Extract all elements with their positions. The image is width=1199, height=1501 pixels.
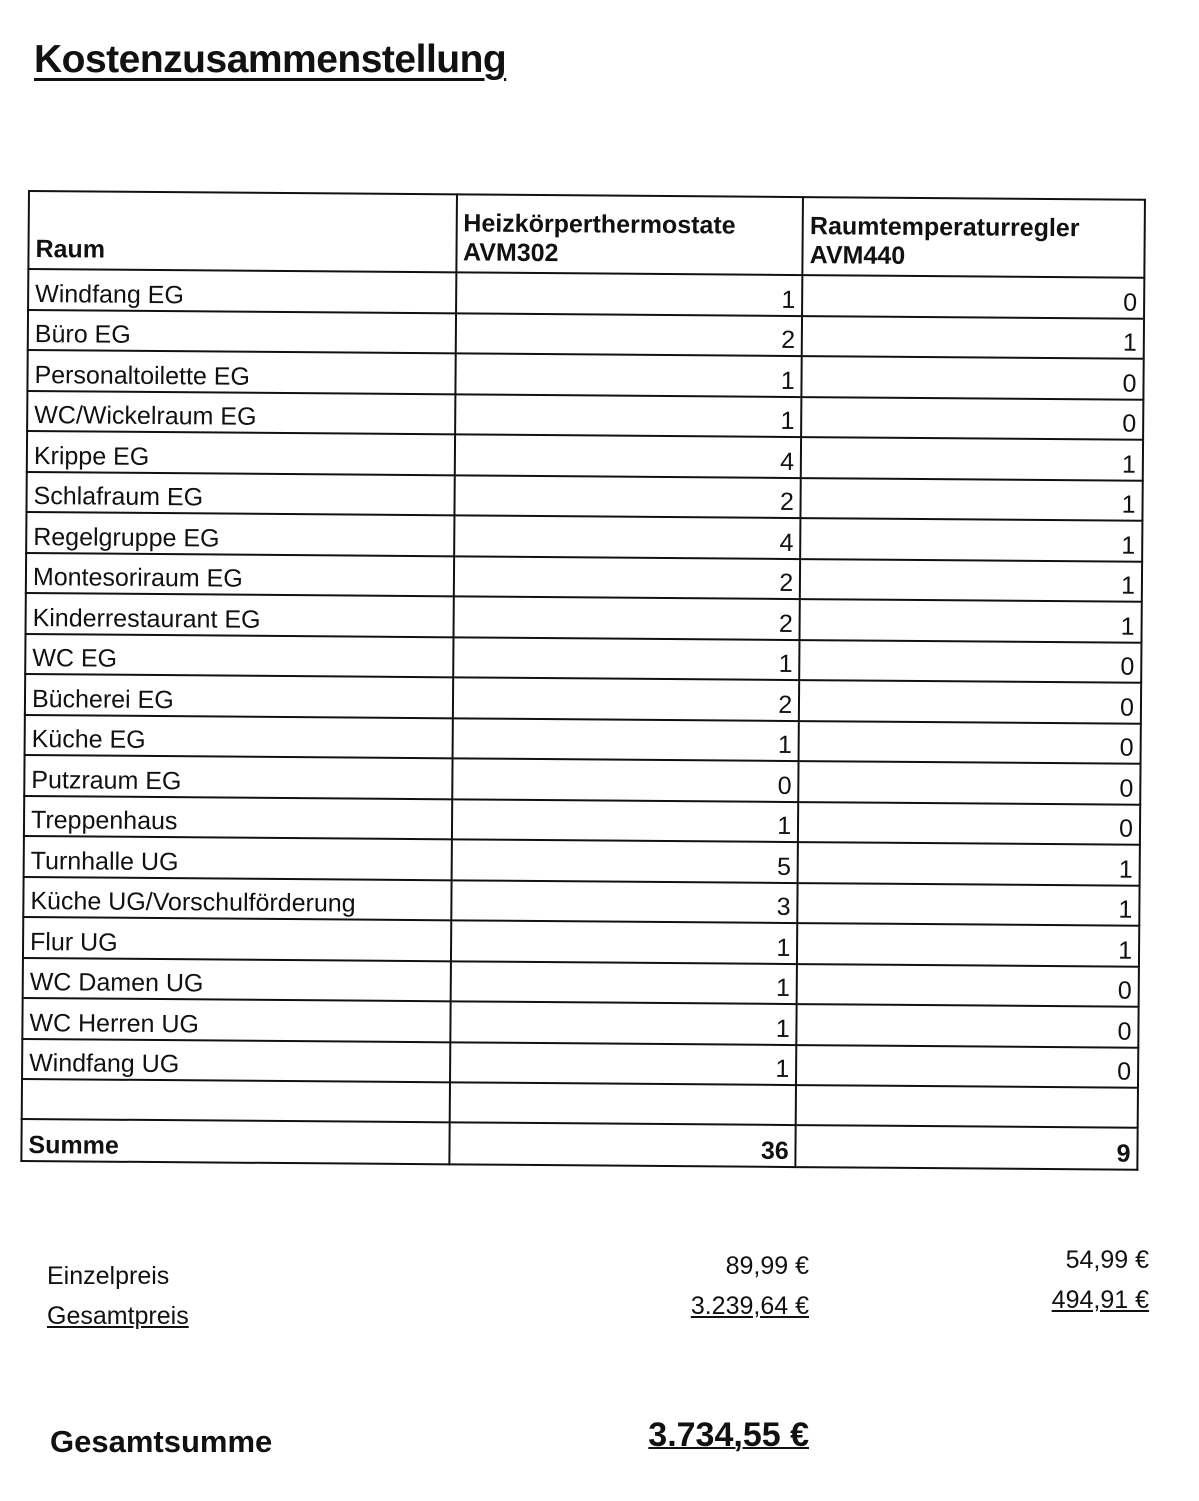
room-name: Treppenhaus bbox=[24, 795, 452, 839]
sum-row bbox=[21, 1119, 1137, 1170]
thermostat-count: 1 bbox=[451, 799, 798, 842]
thermostat-count: 2 bbox=[453, 556, 800, 599]
room-controller-count: 1 bbox=[798, 842, 1140, 885]
header-room-controller-line2: AVM440 bbox=[809, 241, 906, 270]
room-controller-count: 1 bbox=[800, 518, 1142, 561]
room-controller-count: 0 bbox=[798, 802, 1140, 845]
room-name: Regelgruppe EG bbox=[26, 512, 454, 556]
room-name: Montesoriraum EG bbox=[26, 552, 454, 596]
room-controller-count: 1 bbox=[798, 883, 1140, 926]
room-controller-count: 1 bbox=[800, 559, 1142, 602]
table-header-row bbox=[28, 191, 1145, 278]
empty-cell bbox=[449, 1082, 796, 1125]
room-controller-count: 0 bbox=[799, 721, 1141, 764]
header-thermostat-line2: AVM302 bbox=[462, 238, 559, 268]
thermostat-count: 1 bbox=[450, 1042, 797, 1085]
grand-total-label: Gesamtsumme bbox=[50, 1424, 273, 1459]
thermostat-count: 5 bbox=[451, 839, 798, 882]
room-controller-count: 0 bbox=[797, 964, 1139, 1007]
room-controller-count: 0 bbox=[802, 275, 1144, 318]
room-name: Krippe EG bbox=[27, 431, 455, 475]
thermostat-count: 1 bbox=[450, 961, 797, 1004]
total-price-label: Gesamtpreis bbox=[47, 1302, 189, 1330]
thermostat-count: 1 bbox=[450, 1001, 797, 1044]
thermostat-count: 2 bbox=[455, 313, 802, 356]
room-controller-count: 0 bbox=[798, 761, 1140, 804]
room-controller-count: 1 bbox=[800, 599, 1142, 642]
room-name: Schlafraum EG bbox=[26, 471, 454, 515]
room-name: Kinderrestaurant EG bbox=[26, 593, 454, 637]
thermostat-total-price: 3.239,64 € bbox=[690, 1292, 809, 1320]
room-name: WC EG bbox=[25, 633, 453, 677]
thermostat-count: 3 bbox=[451, 880, 798, 923]
thermostat-count: 1 bbox=[453, 637, 800, 680]
thermostat-count: 1 bbox=[455, 353, 802, 396]
thermostat-count: 4 bbox=[454, 515, 801, 558]
room-name: Büro EG bbox=[28, 310, 456, 354]
thermostat-count: 1 bbox=[451, 920, 798, 963]
sum-thermostat: 36 bbox=[449, 1122, 796, 1167]
thermostat-count: 2 bbox=[453, 596, 800, 639]
room-name: WC Damen UG bbox=[23, 957, 451, 1001]
room-controller-count: 1 bbox=[801, 437, 1143, 480]
room-name: Putzraum EG bbox=[24, 755, 452, 799]
sum-label: Summe bbox=[21, 1119, 449, 1164]
room-controller-count: 0 bbox=[796, 1045, 1138, 1088]
room-name: Personaltoilette EG bbox=[27, 350, 455, 394]
thermostat-count: 2 bbox=[454, 475, 801, 518]
room-name: Flur UG bbox=[23, 917, 451, 961]
thermostat-count: 1 bbox=[455, 394, 802, 437]
thermostat-count: 1 bbox=[456, 272, 803, 315]
room-name: Küche UG/Vorschulförderung bbox=[23, 876, 451, 920]
header-thermostat bbox=[456, 194, 803, 275]
room-name: WC Herren UG bbox=[22, 998, 450, 1042]
sum-room-controller: 9 bbox=[796, 1125, 1138, 1170]
room-name: Windfang EG bbox=[28, 269, 456, 313]
thermostat-count: 1 bbox=[452, 718, 799, 761]
room-controller-total-price: 494,91 € bbox=[1051, 1286, 1149, 1314]
empty-cell bbox=[22, 1079, 450, 1122]
room-name: WC/Wickelraum EG bbox=[27, 391, 455, 435]
room-name: Küche EG bbox=[25, 714, 453, 758]
room-controller-count: 0 bbox=[799, 680, 1141, 723]
cost-table bbox=[20, 190, 1146, 1171]
room-controller-unit-price: 54,99 € bbox=[1065, 1246, 1149, 1274]
room-controller-count: 0 bbox=[797, 1004, 1139, 1047]
thermostat-count: 2 bbox=[452, 677, 799, 720]
room-controller-count: 1 bbox=[802, 316, 1144, 359]
room-controller-count: 1 bbox=[797, 923, 1139, 966]
room-controller-count: 1 bbox=[801, 478, 1143, 521]
empty-cell bbox=[796, 1085, 1138, 1128]
room-name: Bücherei EG bbox=[25, 674, 453, 718]
header-room-controller-line1: Raumtemperaturregler bbox=[809, 212, 1080, 243]
room-controller-count: 0 bbox=[801, 397, 1143, 440]
room-controller-count: 0 bbox=[802, 356, 1144, 399]
thermostat-count: 0 bbox=[452, 758, 799, 801]
room-controller-count: 0 bbox=[799, 640, 1141, 683]
page-title: Kostenzusammenstellung bbox=[34, 38, 507, 81]
header-room-controller bbox=[803, 197, 1145, 278]
grand-total-value: 3.734,55 € bbox=[648, 1416, 809, 1454]
header-room: Raum bbox=[28, 191, 456, 272]
thermostat-unit-price: 89,99 € bbox=[725, 1252, 809, 1280]
table-body bbox=[21, 269, 1144, 1170]
unit-price-label: Einzelpreis bbox=[47, 1262, 170, 1290]
header-thermostat-line1: Heizkörperthermostate bbox=[463, 209, 736, 240]
room-name: Turnhalle UG bbox=[24, 836, 452, 880]
room-name: Windfang UG bbox=[22, 1038, 450, 1082]
thermostat-count: 4 bbox=[454, 434, 801, 477]
